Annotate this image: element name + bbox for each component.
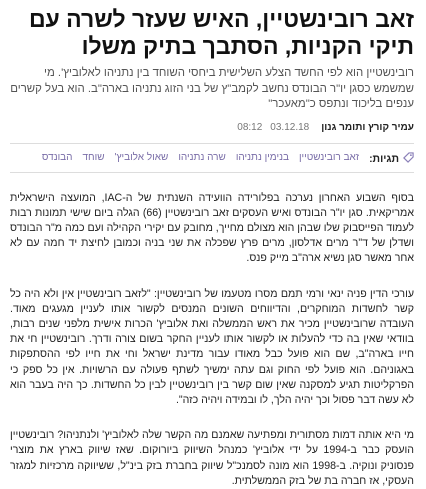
article-paragraph: בסוף השבוע האחרון נערכה בפלורידה הוועידה השנתית של ה-IAC, המועצה הישראלית אמריקאית. סגן יו"ר הבונדס ואיש העסקים זאב רובינשטיין (66) הגלה ביום שישי תמונות רבות לעמוד הפייסבוק שלו שבהן הוא מצולם מחייך, מחובק עם יקירי הקהילה ועם כמה מ"ר הבונדס ושדלן של ד"ר מרים אדלסון, מרים פרץ שפכלה את שני בניה וכמובן לחיצת יד חמה עם לא אחר מאשר סגן נשיא ארה"ב מייק פנס. (10, 191, 414, 265)
tag-icon (403, 152, 414, 166)
article-title: זאב רובינשטיין, האיש שעזר לשרה עם תיקי הקניות, הסתבך בתיק משלו (28, 6, 414, 59)
author-byline[interactable]: עמיר קורץ ותומר גנון (321, 121, 414, 133)
publish-date: 03.12.18 (270, 121, 310, 133)
tag-item[interactable]: הבונדס (41, 151, 73, 163)
tags-list (42, 152, 359, 163)
tags-label-text: תגיות: (369, 152, 399, 165)
tag-item[interactable]: שאול אלוביץ' (114, 151, 169, 163)
article-subtitle: רובינשטיין הוא לפי החשד הצלע השלישית ביחסי השוחד בין נתניהו לאלוביץ'. מי שמשמש כסגן יו"ר הבונדס נחשב לקמב"ץ של בני הזוג נתניהו בארה"ב. הוא בעל קשרים ענפים בליכוד ונתפס כ"מאעכר" (10, 67, 414, 110)
tags-label (369, 152, 414, 166)
byline-row (10, 121, 414, 135)
article-paragraph: מי היא אותה דמות מסתורית ומפתיעה שאמנם מה הקשר שלה לאלוביץ' ולנתניהו? רובינשטיין הועסק כבר ב-1994 על ידי אלוביץ' כמנהל השיווק ביורוקום. שאז שיווק בארץ את מוצרי פנסוניק ונוקיה. ב-1998 הוא מונה לסמנכ"ל שיווק בחברת בזק בינ"ל, ששיווקה מרכזיות למגזר העסקי, אז חברה בת של בזק הממשלתית. (10, 429, 415, 487)
article-paragraph: עורכי הדין פניה ינאי ורמי תמם מסרו מטעמו של רובינשטיין: "לזאב רובינשטיין אין ולא היה כל קשר לחשדות המוחקרים, והדיווחים השונים המנסים לקשור אותו לעניין מגעגים מאוד. העובדה שרובינשטיין מכיר את ראש הממשלה ואת אלוביץ' הכרות אישית מלפני שנים רבות, בוודאי שאין בה כדי להעלות או לקשור אותו לעניין החקר בשום צורה ודרך. רובינשטיין חי את חייו בארה"ב, שם הוא פועל כבל מאודו עבור מדינת ישראל וחי את חייו לפי ההסתפקות באגוניהם. הוא פועל לפי החוק וגם עתה ימשיך לשתף פעולה עם הרשויות. אין כל ספק כי הפרקליטות תגיע למסקנה שאין שום קשר בין רובינשטיין לבין כל החשדות. כך היה בעבר הוא לא עשה דבר פסול וכך יהיה הלך, לו ובמידה ויהיה כזה". (10, 287, 414, 406)
tag-item[interactable]: בנימין נתניהו (235, 151, 289, 163)
publish-datetime (237, 121, 309, 135)
publish-time: 08:12 (237, 121, 263, 133)
tag-item[interactable]: שרה נתניהו (178, 151, 226, 163)
tag-item[interactable]: זאב רובינשטיין (298, 151, 360, 163)
tags-row (10, 143, 414, 173)
tag-item[interactable]: שוחד (82, 151, 105, 163)
